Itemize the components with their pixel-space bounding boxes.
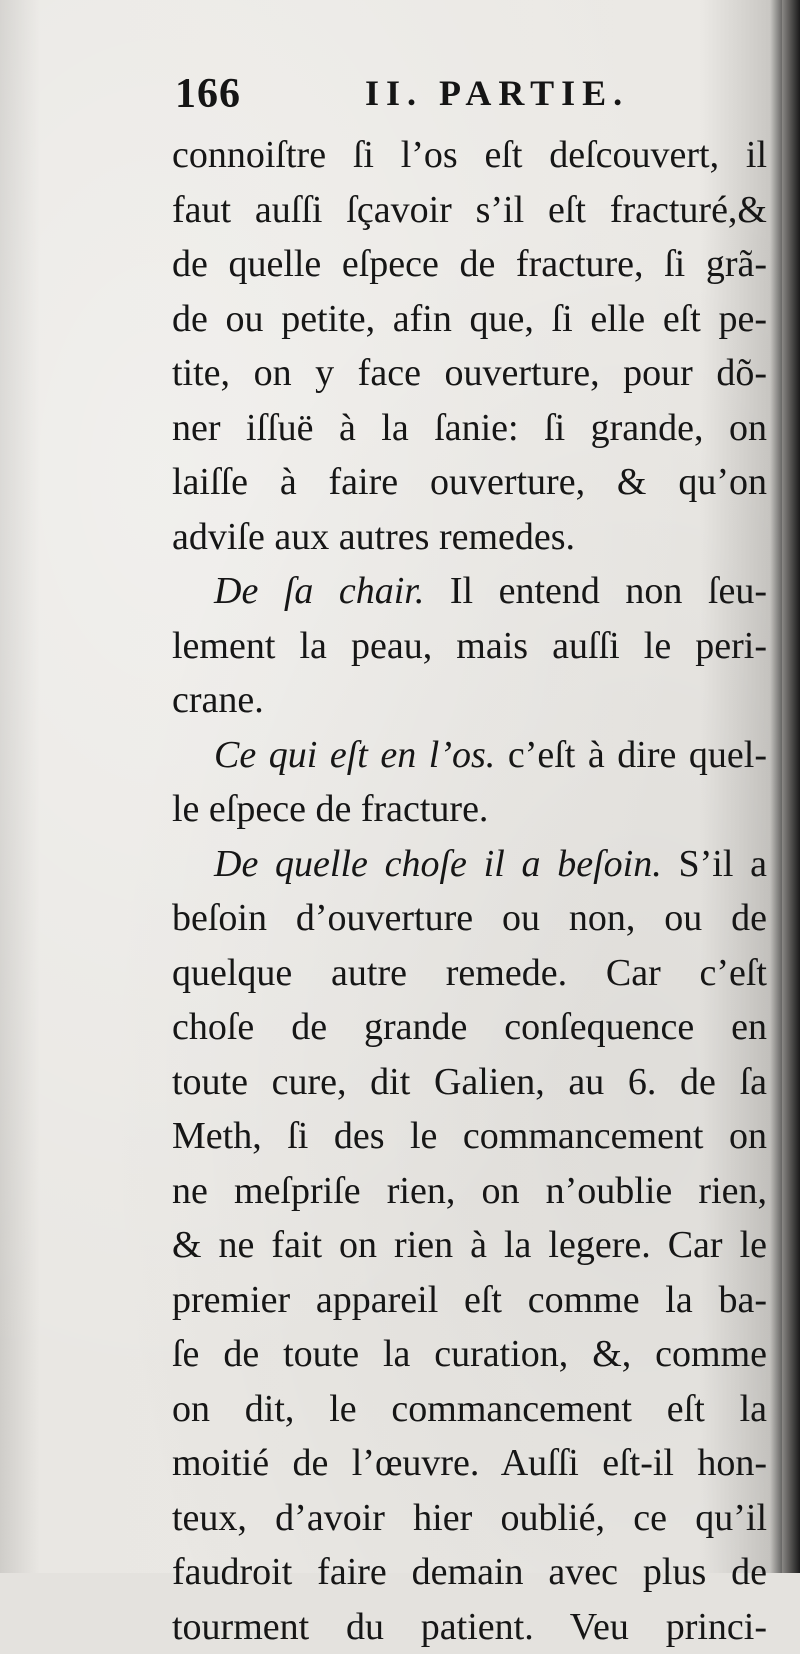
text-line: connoiſtre ſi l’os eſt deſcouvert, il xyxy=(172,128,767,183)
text-line: choſe de grande conſequence en xyxy=(172,1000,767,1055)
text-line: de ou petite, afin que, ſi elle eſt pe- xyxy=(172,292,767,347)
text-line: crane. xyxy=(172,673,767,728)
text-line: De ſa chair. Il entend non ſeu- xyxy=(172,564,767,619)
text-line: moitié de l’œuvre. Auſſi eſt-il hon- xyxy=(172,1436,767,1491)
text-line: de quelle eſpece de fracture, ſi grã- xyxy=(172,237,767,292)
text-line: le eſpece de fracture. xyxy=(172,782,767,837)
body-text xyxy=(172,128,767,1654)
page-number: 166 xyxy=(175,70,241,118)
text-line: faudroit faire demain avec plus de xyxy=(172,1545,767,1600)
lemma: De ſa chair. xyxy=(214,570,424,612)
text-line: lement la peau, mais auſſi le peri- xyxy=(172,619,767,674)
text-line: ſe de toute la curation, &, comme xyxy=(172,1327,767,1382)
text-line: beſoin d’ouverture ou non, ou de xyxy=(172,891,767,946)
page-header xyxy=(175,70,645,126)
lemma: Ce qui eſt en l’os. xyxy=(214,734,495,776)
text-line: toute cure, dit Galien, au 6. de ſa xyxy=(172,1055,767,1110)
text-line: on dit, le commancement eſt la xyxy=(172,1382,767,1437)
text-line: laiſſe à faire ouverture, & qu’on xyxy=(172,455,767,510)
lemma: De quelle choſe il a beſoin. xyxy=(214,843,662,885)
text-line: tite, on y face ouverture, pour dõ- xyxy=(172,346,767,401)
text-line: faut auſſi ſçavoir s’il eſt fracturé,& xyxy=(172,183,767,238)
text-line: De quelle choſe il a beſoin. S’il a xyxy=(172,837,767,892)
text-line: quelque autre remede. Car c’eſt xyxy=(172,946,767,1001)
text-line: Meth, ſi des le commancement on xyxy=(172,1109,767,1164)
text-line: ner iſſuë à la ſanie: ſi grande, on xyxy=(172,401,767,456)
text-line: & ne fait on rien à la legere. Car le xyxy=(172,1218,767,1273)
text-line: Ce qui eſt en l’os. c’eſt à dire quel- xyxy=(172,728,767,783)
text-line: ne meſpriſe rien, on n’oublie rien, xyxy=(172,1164,767,1219)
page-edge-shadow xyxy=(782,0,800,1573)
text-line: teux, d’avoir hier oublié, ce qu’il xyxy=(172,1491,767,1546)
text-line: premier appareil eſt comme la ba- xyxy=(172,1273,767,1328)
running-head: II. PARTIE. xyxy=(365,72,629,114)
text-line: tourment du patient. Veu princi- xyxy=(172,1600,767,1654)
text-line: adviſe aux autres remedes. xyxy=(172,510,767,565)
